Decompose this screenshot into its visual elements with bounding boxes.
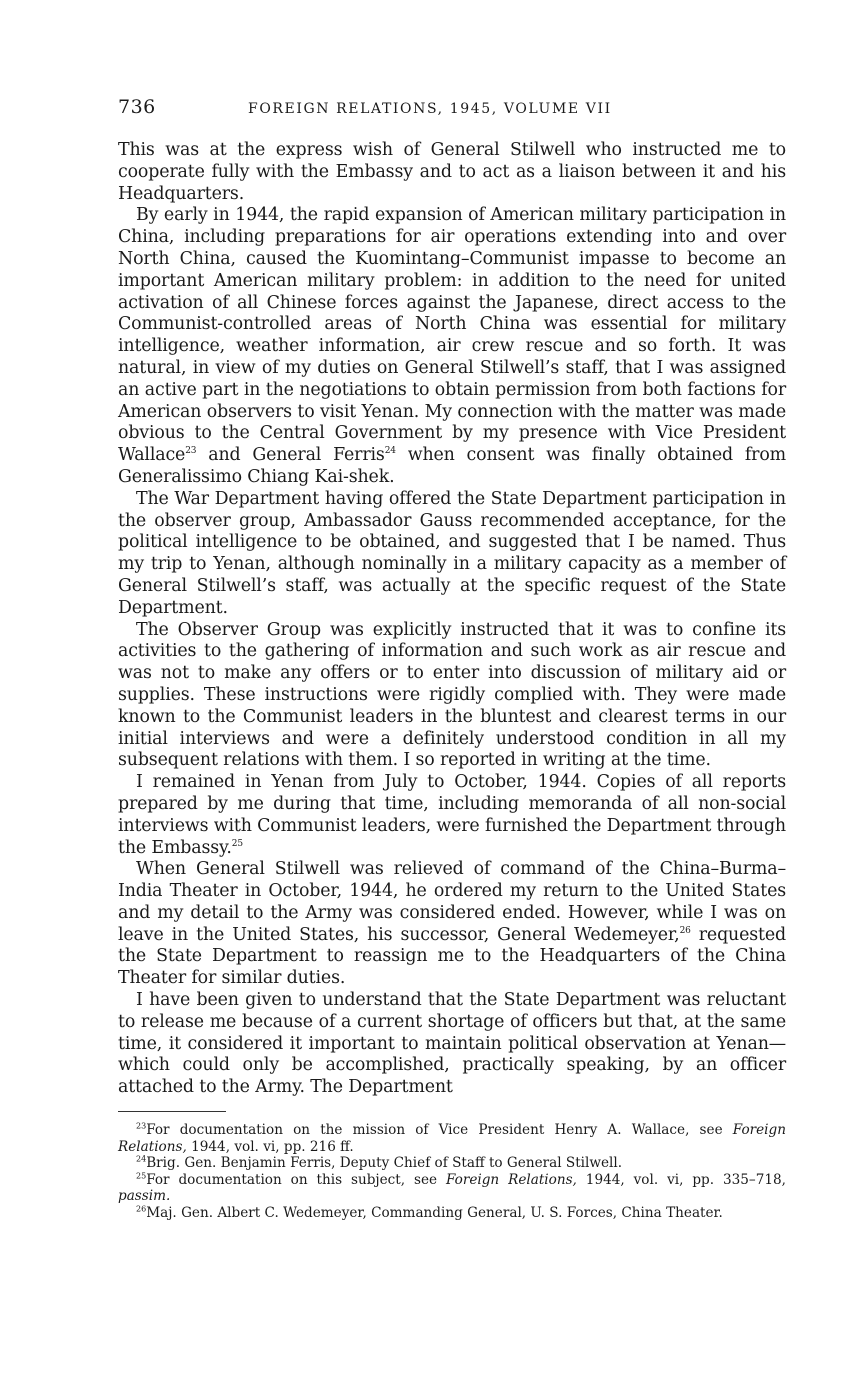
paragraph-3: The War Department having offered the State Department participation in the observer group, Ambassador Gauss recommended acceptance, for the political intelligence to be obtained, and suggested that I be named. Thus my trip to Yenan, although nominally in a military capacity as a member of General Stilwell’s staff, was actually at the specific request of the State Department. xyxy=(118,488,786,618)
paragraph-2-text-a: By early in 1944, the rapid expansion of American military participation in China, including preparations for air operations extending into and over North China, caused the Kuomintang–Communist impasse to become an important American military problem: in addition to the need for united activation of all Chinese forces against the Japanese, direct access to the Communist-controlled areas of North China was essential for military intelligence, weather information, air crew rescue and so forth. It was natural, in view of my duties on General Stilwell’s staff, that I was assigned an active part in the negotiations to obtain permission from both factions for American observers to visit Yenan. My connection with the matter was made obvious to the Central Government by my presence with Vice President Wallace xyxy=(118,205,786,466)
footnote-ref-23[interactable]: 23 xyxy=(185,446,197,457)
footnote-23-text-b: 1944, vol. vi, pp. 216 ff. xyxy=(186,1138,354,1155)
paragraph-7: I have been given to understand that the State Department was reluctant to release me because of a current shortage of officers but that, at the same time, it considered it important to maintain political observation at Yenan—which could only be accomplished, practically speaking, by an officer attached to the Army. The Department xyxy=(118,990,786,1098)
footnote-25-number: 25 xyxy=(136,1171,147,1181)
footnote-24-text: Brig. Gen. Benjamin Ferris, Deputy Chief of Staff to General Stilwell. xyxy=(146,1155,623,1172)
paragraph-5-text: I remained in Yenan from July to October, 1944. Copies of all reports prepared by me during that time, including memoranda of all non-social interviews with Communist leaders, were furnished the Department through the Embassy. xyxy=(118,772,786,858)
footnote-25-text-b: 1944, vol. vi, pp. 335–718, xyxy=(576,1171,786,1188)
paragraph-2-text-b: and General Ferris xyxy=(196,445,385,466)
page-number: 736 xyxy=(118,96,156,118)
footnote-26-number: 26 xyxy=(136,1204,147,1214)
footnote-23-text-a: For documentation on the mission of Vice President Henry A. Wallace, see xyxy=(146,1122,733,1139)
document-page xyxy=(118,96,786,1222)
footnote-ref-24[interactable]: 24 xyxy=(384,446,396,457)
paragraph-4: The Observer Group was explicitly instructed that it was to confine its activities to the gathering of information and such work as air rescue and was not to make any offers or to enter into discussion of military aid or supplies. These instructions were rigidly complied with. They were made known to the Communist leaders in the bluntest and clearest terms in our initial interviews and were a definitely understood condition in all my subsequent relations with them. I so reported in writing at the time. xyxy=(118,619,786,771)
footnote-23-italic: Foreign Relations, xyxy=(118,1122,786,1155)
paragraph-2-text-c: when consent was finally obtained from Generalissimo Chiang Kai-shek. xyxy=(118,445,787,487)
footnote-24-number: 24 xyxy=(136,1154,147,1164)
footnote-divider xyxy=(118,1111,226,1112)
paragraph-6-text-b: requested the State Department to reassign me to the Headquarters of the China Theater for similar duties. xyxy=(118,924,786,989)
page-header xyxy=(118,96,786,126)
footnote-ref-26[interactable]: 26 xyxy=(679,925,691,936)
footnotes xyxy=(118,1122,786,1222)
body-text xyxy=(118,140,786,1099)
footnote-26 xyxy=(118,1205,786,1222)
footnote-ref-25[interactable]: 25 xyxy=(231,838,243,849)
paragraph-6-text-a: When General Stilwell was relieved of command of the China–Burma–India Theater in October, 1944, he ordered my return to the United States and my detail to the Army was considered ended. However, while I was on leave in the United States, his successor, General Wedemeyer, xyxy=(118,859,786,945)
footnote-23 xyxy=(118,1122,786,1155)
running-head: FOREIGN RELATIONS, 1945, VOLUME VII xyxy=(248,101,612,117)
paragraph-2 xyxy=(118,205,786,488)
footnote-23-number: 23 xyxy=(136,1121,147,1131)
footnote-25 xyxy=(118,1172,786,1205)
footnote-26-text: Maj. Gen. Albert C. Wedemeyer, Commanding General, U. S. Forces, China Theater. xyxy=(146,1205,723,1222)
paragraph-1: This was at the express wish of General Stilwell who instructed me to cooperate fully with the Embassy and to act as a liaison between it and his Headquarters. xyxy=(118,140,786,204)
footnote-24 xyxy=(118,1155,786,1172)
paragraph-6 xyxy=(118,859,786,990)
footnote-25-text-a: For documentation on this subject, see xyxy=(146,1171,446,1188)
footnote-25-italic: Foreign Relations, xyxy=(445,1171,577,1188)
footnote-25-italic-2: passim. xyxy=(118,1188,171,1205)
paragraph-5 xyxy=(118,772,786,859)
